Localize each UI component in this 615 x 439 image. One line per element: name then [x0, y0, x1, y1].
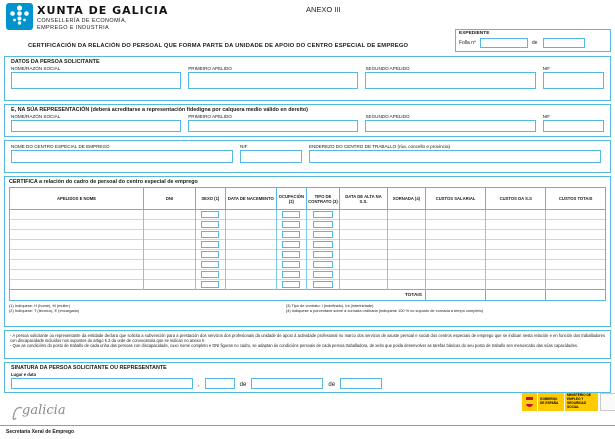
table-cell[interactable] [225, 230, 276, 240]
table-cell[interactable] [276, 240, 306, 250]
solicitante-apelido1-label: PRIMEIRO APELIDO [188, 66, 232, 71]
table-cell[interactable] [144, 240, 196, 250]
gobierno-text: GOBIERNO DE ESPAÑA [538, 393, 564, 411]
cell-input-box[interactable] [282, 271, 300, 278]
table-cell[interactable] [486, 210, 546, 220]
solicitante-nome-input[interactable] [11, 72, 181, 89]
column-header-4: OCUPACIÓN (2) [276, 188, 306, 210]
table-cell[interactable] [425, 280, 485, 290]
section-solicitante [4, 56, 611, 101]
representante-apelido1-input[interactable] [188, 120, 358, 132]
table-cell[interactable] [546, 230, 606, 240]
table-cell[interactable] [306, 240, 339, 250]
table-cell[interactable] [306, 250, 339, 260]
table-cell[interactable] [195, 250, 225, 260]
table-cell[interactable] [225, 280, 276, 290]
table-cell[interactable] [10, 250, 144, 260]
table-cell[interactable] [546, 280, 606, 290]
section-representacion [4, 104, 611, 137]
cell-input-box[interactable] [201, 241, 219, 248]
table-cell[interactable] [425, 240, 485, 250]
table-cell[interactable] [306, 230, 339, 240]
table-cell[interactable] [144, 270, 196, 280]
table-cell[interactable] [546, 260, 606, 270]
representante-nome-input[interactable] [11, 120, 181, 132]
table-cell[interactable] [425, 260, 485, 270]
solicitante-apelido2-input[interactable] [365, 72, 535, 89]
solicitante-section-title: DATOS DA PERSOA SOLICITANTE [11, 59, 100, 65]
table-cell[interactable] [10, 260, 144, 270]
section-certifica [4, 176, 611, 327]
totals-label: TOTAIS [10, 290, 426, 301]
table-cell[interactable] [546, 220, 606, 230]
table-cell[interactable] [10, 230, 144, 240]
cell-input-box[interactable] [201, 261, 219, 268]
folla-input[interactable] [480, 38, 528, 48]
table-cell[interactable] [546, 270, 606, 280]
footer-divider [0, 425, 615, 426]
cell-input-box[interactable] [282, 241, 300, 248]
xunta-de-galicia-logo-icon [6, 3, 33, 35]
table-cell[interactable] [486, 230, 546, 240]
table-cell[interactable] [10, 240, 144, 250]
table-cell[interactable] [387, 250, 425, 260]
cell-input-box[interactable] [313, 221, 333, 228]
table-row [10, 220, 606, 230]
cell-input-box[interactable] [201, 271, 219, 278]
table-cell[interactable] [546, 240, 606, 250]
representante-apelido2-input[interactable] [365, 120, 535, 132]
anexo-label: ANEXO III [306, 5, 341, 14]
table-cell[interactable] [195, 260, 225, 270]
column-header-3: DATA DE NACEMENTO [225, 188, 276, 210]
table-cell[interactable] [195, 220, 225, 230]
table-cell[interactable] [225, 210, 276, 220]
column-header-7: XORNADA (4) [387, 188, 425, 210]
folla-de-input[interactable] [543, 38, 585, 48]
centro-nif-input[interactable] [240, 150, 302, 163]
table-cell[interactable] [340, 260, 388, 270]
table-cell[interactable] [546, 250, 606, 260]
table-cell[interactable] [10, 220, 144, 230]
totals-value-0[interactable] [425, 290, 485, 301]
table-cell[interactable] [340, 280, 388, 290]
table-cell[interactable] [10, 270, 144, 280]
table-cell[interactable] [425, 210, 485, 220]
page-title: CERTIFICACIÓN DA RELACIÓN DO PERSOAL QUE FORMA PARTE DA UNIDADE DE APOIO DO CENTRO ESPECIAL DE EMPREGO [28, 43, 409, 49]
brand-block [37, 4, 168, 31]
totals-value-1[interactable] [486, 290, 546, 301]
table-cell[interactable] [340, 250, 388, 260]
staff-table [9, 187, 606, 301]
table-cell[interactable] [486, 270, 546, 280]
table-cell[interactable] [144, 250, 196, 260]
cell-input-box[interactable] [201, 251, 219, 258]
table-cell[interactable] [195, 230, 225, 240]
table-cell[interactable] [486, 280, 546, 290]
table-row [10, 250, 606, 260]
lugar-input[interactable] [11, 378, 193, 389]
table-cell[interactable] [340, 240, 388, 250]
comma-separator: , [198, 382, 200, 388]
table-cell[interactable] [225, 270, 276, 280]
table-cell[interactable] [10, 280, 144, 290]
centro-nome-input[interactable] [11, 150, 233, 163]
lugar-e-data-label: Lugar e data [11, 372, 36, 377]
footnote-1: (1) Indíquese: H (home), M (muller) [9, 303, 70, 308]
table-cell[interactable] [387, 240, 425, 250]
cell-input-box[interactable] [313, 211, 333, 218]
totals-value-2[interactable] [546, 290, 606, 301]
table-cell[interactable] [225, 240, 276, 250]
table-footnotes [9, 303, 606, 313]
table-cell[interactable] [144, 280, 196, 290]
table-cell[interactable] [306, 280, 339, 290]
table-cell[interactable] [195, 210, 225, 220]
table-cell[interactable] [144, 210, 196, 220]
column-header-0: APELIDOS E NOME [10, 188, 144, 210]
representante-apelido2-label: SEGUNDO APELIDO [365, 114, 410, 119]
table-cell[interactable] [387, 230, 425, 240]
de-label-2: de [328, 382, 336, 388]
representante-apelido1-label: PRIMEIRO APELIDO [188, 114, 232, 119]
representante-nif-input[interactable] [543, 120, 604, 132]
table-cell[interactable] [144, 260, 196, 270]
representacion-section-title: E, NA SÚA REPRESENTACIÓN (deberá acreditarse a representación fidedigna por calquera medio válido en dereito) [11, 107, 308, 113]
column-header-10: CUSTOS TOTAIS [546, 188, 606, 210]
table-cell[interactable] [144, 230, 196, 240]
cell-input-box[interactable] [282, 231, 300, 238]
table-cell[interactable] [387, 270, 425, 280]
table-row [10, 210, 606, 220]
table-row [10, 270, 606, 280]
table-cell[interactable] [195, 270, 225, 280]
centro-enderezo-input[interactable] [309, 150, 601, 163]
declaration-item-1: - A persoa solicitante ou representante da entidade declara que solicita a subvención para a prestación dos servizos dos profesionais da unidade de apoio á actividade profesional no marco dos servizos de axuste persoal e social dos centros especiais de emprego que se indican nesta relación e en función dos traballadores con discapacidade incluídos nos supostos do artigo 5.3 da orde de convocatoria que se indican no anexo II. [10, 333, 605, 344]
table-cell[interactable] [276, 260, 306, 270]
cell-input-box[interactable] [282, 211, 300, 218]
table-cell[interactable] [546, 210, 606, 220]
table-cell[interactable] [276, 250, 306, 260]
column-header-5: TIPO DE CONTRATO (3) [306, 188, 339, 210]
table-cell[interactable] [195, 280, 225, 290]
section-declaracion [4, 330, 611, 359]
representante-nif-label: NIF [542, 114, 551, 119]
section-centro [4, 140, 611, 173]
table-cell[interactable] [340, 210, 388, 220]
cell-input-box[interactable] [201, 281, 219, 288]
dia-input[interactable] [205, 378, 235, 389]
de-label-1: de [239, 382, 247, 388]
totals-row [10, 290, 606, 301]
column-header-6: DATA DE ALTA NA S.S. [340, 188, 388, 210]
table-row [10, 240, 606, 250]
representante-nome-label: NOME/RAZÓN SOCIAL [11, 114, 61, 119]
solicitante-apelido2-label: SEGUNDO APELIDO [365, 66, 410, 71]
column-header-1: DNI [144, 188, 196, 210]
cell-input-box[interactable] [313, 271, 333, 278]
table-row [10, 280, 606, 290]
table-cell[interactable] [486, 260, 546, 270]
column-header-8: CUSTOS SALARIAL [425, 188, 485, 210]
table-cell[interactable] [387, 260, 425, 270]
galicia-logo-text: galicia [22, 403, 66, 418]
declaration-item-2: - Que as condicións do posto de traballo de cada unha das persoas con discapacidade, cuxo nome completo e DNI figuran no cadro, se adaptan ás condicións persoais de cada persoa traballadora, de xeito que poida desenvolver as tarefas básicas do seu posto de traballo sen menoscabo das súas capacidades. [10, 343, 579, 349]
cell-input-box[interactable] [313, 231, 333, 238]
table-cell[interactable] [276, 270, 306, 280]
table-cell[interactable] [486, 240, 546, 250]
cell-input-box[interactable] [282, 261, 300, 268]
solicitante-apelido1-input[interactable] [188, 72, 358, 89]
table-cell[interactable] [340, 220, 388, 230]
solicitante-nif-input[interactable] [543, 72, 604, 89]
table-cell[interactable] [340, 230, 388, 240]
footnote-4: (4) Indíquese a porcentaxe sobre a xornada ordinaria (indíquese 100 % no suposto de xornada a tempo completo) [285, 308, 484, 313]
table-cell[interactable] [425, 250, 485, 260]
brand-subtitle-2: EMPREGO E INDUSTRIA [37, 25, 110, 31]
table-cell[interactable] [276, 210, 306, 220]
department-label: Secretaría Xeral de Emprego [6, 429, 75, 435]
cell-input-box[interactable] [282, 221, 300, 228]
folla-label: Folla nº [459, 40, 476, 46]
table-cell[interactable] [10, 210, 144, 220]
expediente-label: EXPEDIENTE [459, 31, 490, 36]
staff-table-body [10, 210, 606, 301]
brand-title: XUNTA DE GALICIA [37, 4, 169, 17]
brand-subtitle-1: CONSELLERÍA DE ECONOMÍA, [37, 18, 127, 24]
spain-coat-of-arms-icon [522, 393, 538, 411]
expediente-box [455, 29, 611, 52]
centro-nif-label: NIF [240, 144, 248, 149]
table-cell[interactable] [276, 230, 306, 240]
centro-enderezo-label: ENDEREZO DO CENTRO DE TRABALLO (rúa, concello e provincia) [309, 144, 451, 149]
column-header-9: CUSTOS DA S.S [486, 188, 546, 210]
table-cell[interactable] [486, 220, 546, 230]
table-cell[interactable] [225, 260, 276, 270]
solicitante-nome-label: NOME/RAZÓN SOCIAL [11, 66, 61, 71]
section-sinatura [4, 362, 611, 393]
table-cell[interactable] [387, 280, 425, 290]
ministerio-text: MINISTERIO DE EMPLEO Y SEGURIDAD SOCIAL [564, 393, 598, 411]
centro-nome-label: NOME DO CENTRO ESPECIAL DE EMPREGO [11, 144, 110, 149]
table-cell[interactable] [425, 230, 485, 240]
table-row [10, 230, 606, 240]
column-header-2: SEXO (1) [195, 188, 225, 210]
solicitante-nif-label: NIF [542, 66, 551, 71]
certifica-section-title: CERTIFICA a relación do cadro de persoal do centro especial de emprego [9, 179, 198, 185]
table-cell[interactable] [387, 210, 425, 220]
table-cell[interactable] [306, 260, 339, 270]
cell-input-box[interactable] [201, 221, 219, 228]
table-cell[interactable] [195, 240, 225, 250]
table-cell[interactable] [425, 220, 485, 230]
secondary-agency-logo-box [600, 393, 615, 411]
table-cell[interactable] [387, 220, 425, 230]
sinatura-section-title: SINATURA DA PERSOA SOLICITANTE OU REPRESENTANTE [11, 365, 167, 371]
cell-input-box[interactable] [313, 261, 333, 268]
table-cell[interactable] [225, 220, 276, 230]
cell-input-box[interactable] [201, 231, 219, 238]
table-cell[interactable] [306, 270, 339, 280]
cell-input-box[interactable] [201, 211, 219, 218]
table-cell[interactable] [225, 250, 276, 260]
table-row [10, 260, 606, 270]
footnote-2: (2) Indíquese: T (técnico), E (encargado) [9, 308, 80, 313]
table-cell[interactable] [276, 220, 306, 230]
table-cell[interactable] [144, 220, 196, 230]
cell-input-box[interactable] [282, 281, 300, 288]
table-cell[interactable] [306, 220, 339, 230]
staff-table-header [10, 188, 606, 210]
folla-de-label: de [531, 40, 538, 46]
ano-input[interactable] [340, 378, 382, 389]
cell-input-box[interactable] [313, 241, 333, 248]
cell-input-box[interactable] [313, 281, 333, 288]
mes-input[interactable] [251, 378, 323, 389]
gobierno-de-espana-logo [522, 393, 615, 411]
table-cell[interactable] [425, 270, 485, 280]
table-cell[interactable] [306, 210, 339, 220]
table-cell[interactable] [340, 270, 388, 280]
footnote-3: (3) Tipo de contrato: I (indefinido), Int (interinidade) [285, 303, 374, 308]
cell-input-box[interactable] [313, 251, 333, 258]
table-cell[interactable] [486, 250, 546, 260]
table-cell[interactable] [276, 280, 306, 290]
cell-input-box[interactable] [282, 251, 300, 258]
